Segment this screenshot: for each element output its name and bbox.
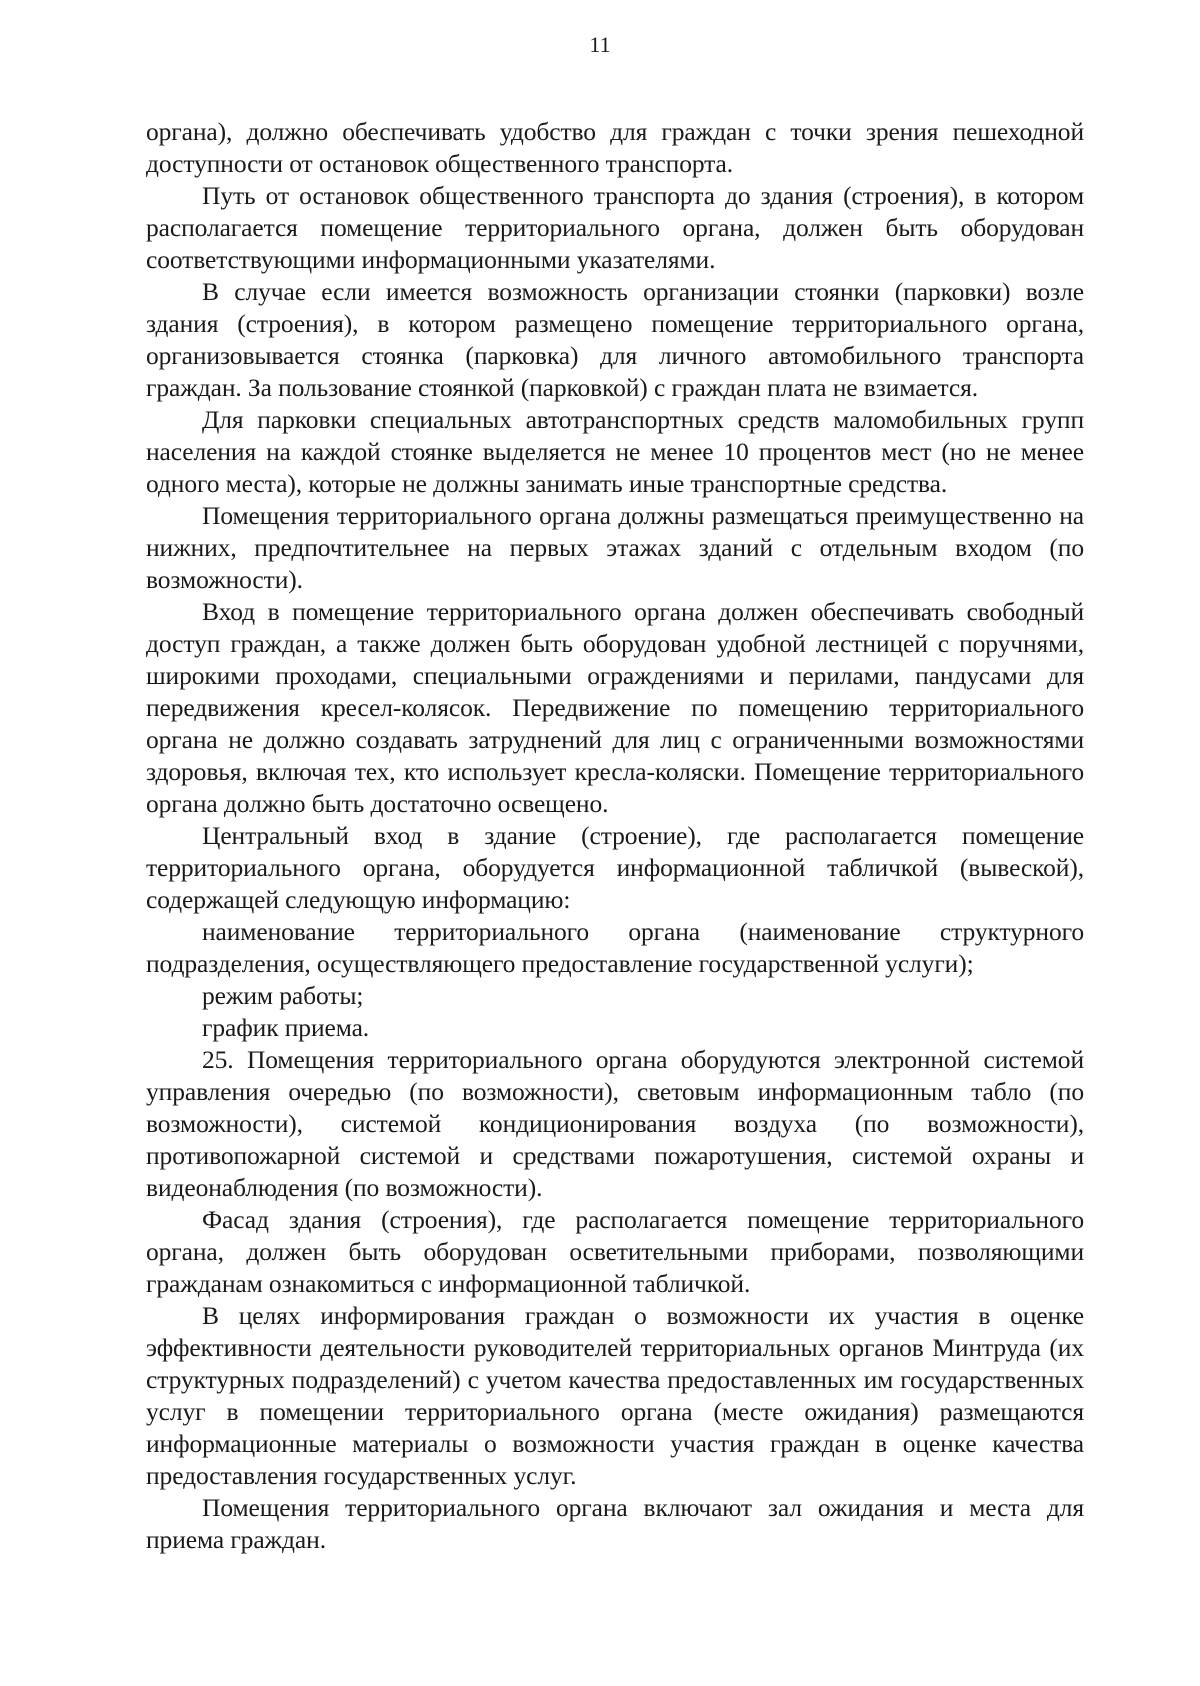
page-number: 11 [589, 32, 611, 57]
paragraph: Вход в помещение территориального органа должен обеспечивать свободный доступ граждан, а также должен быть оборудован удобной лестницей с поручнями, широкими проходами, специальными ограждениями и перилами, пандусами для передвижения кресел-колясок. Передвижение по помещению территориального органа не должно создавать затруднений для лиц с ограниченными возможностями здоровья, включая тех, кто использует кресла-коляски. Помещение территориального органа должно быть достаточно освещено. [146, 597, 1084, 818]
paragraph: В целях информирования граждан о возможности их участия в оценке эффективности деятельности руководителей территориальных органов Минтруда (их структурных подразделений) с учетом качества предоставленных им государственных услуг в помещении территориального органа (месте ожидания) размещаются информационные материалы о возможности участия граждан в оценке качества предоставления государственных услуг. [146, 1301, 1084, 1490]
paragraph: Помещения территориального органа включают зал ожидания и места для приема граждан. [146, 1493, 1084, 1554]
paragraph: Для парковки специальных автотранспортных средств маломобильных групп населения на каждой стоянке выделяется не менее 10 процентов мест (но не менее одного места), которые не должны занимать иные транспортные средства. [146, 405, 1084, 498]
paragraph: режим работы; [202, 981, 364, 1010]
paragraph: 25. Помещения территориального органа оборудуются электронной системой управления очередью (по возможности), световым информационным табло (по возможности), системой кондиционирования воздуха (по возможности), противопожарной системой и средствами пожаротушения, системой охраны и видеонаблюдения (по возможности). [146, 1045, 1084, 1202]
paragraph: В случае если имеется возможность организации стоянки (парковки) возле здания (строения), в котором размещено помещение территориального органа, организовывается стоянка (парковка) для личного автомобильного транспорта граждан. За пользование стоянкой (парковкой) с граждан плата не взимается. [146, 277, 1084, 402]
paragraph: Путь от остановок общественного транспорта до здания (строения), в котором располагается помещение территориального органа, должен быть оборудован соответствующими информационными указателями. [146, 181, 1084, 274]
paragraph: наименование территориального органа (наименование структурного подразделения, осуществляющего предоставление государственной услуги); [146, 917, 1084, 978]
paragraph: органа), должно обеспечивать удобство для граждан с точки зрения пешеходной доступности от остановок общественного транспорта. [146, 117, 1084, 178]
paragraph: Фасад здания (строения), где располагается помещение территориального органа, должен быть оборудован осветительными приборами, позволяющими гражданам ознакомиться с информационной табличкой. [146, 1205, 1084, 1298]
paragraph: Центральный вход в здание (строение), где располагается помещение территориального органа, оборудуется информационной табличкой (вывеской), содержащей следующую информацию: [146, 821, 1084, 914]
paragraph: график приема. [202, 1013, 370, 1042]
document-body [146, 116, 1084, 1556]
paragraph: Помещения территориального органа должны размещаться преимущественно на нижних, предпочтительнее на первых этажах зданий с отдельным входом (по возможности). [146, 501, 1084, 594]
